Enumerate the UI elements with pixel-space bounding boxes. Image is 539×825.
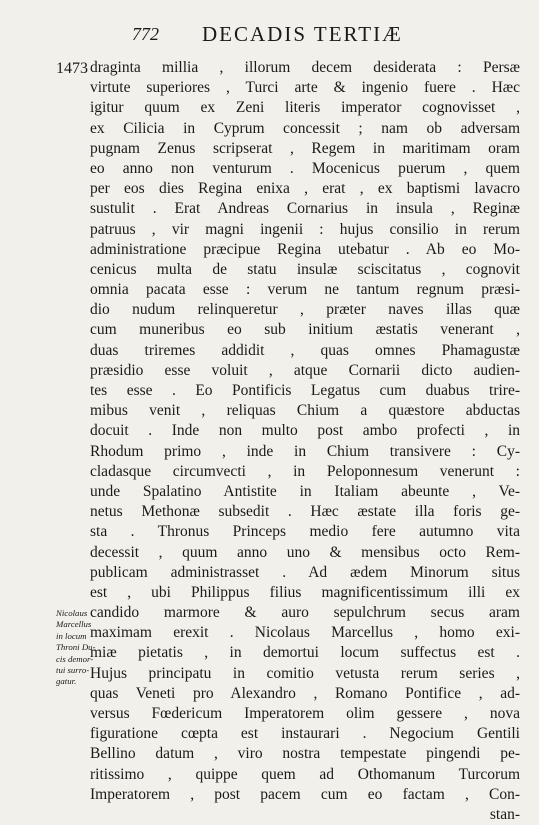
body-line: præsidio esse voluit , atque Cornarii dicto audien-: [90, 361, 520, 379]
body-line: pugnam Zenus scripserat , Regem in maritimam oram: [90, 139, 520, 157]
year-marker: 1473: [56, 60, 88, 77]
body-text: [90, 58, 520, 825]
body-line: ex Cilicia in Cyprum concessit ; nam ob adversam: [90, 119, 520, 137]
margin-note-line: gatur.: [56, 676, 77, 687]
body-line: publicam administrasset . Ad ædem Minorum situs: [90, 563, 520, 581]
body-line: Imperatorem , post pacem cum eo factam , Con-: [90, 785, 520, 803]
margin-note-line: Throni Du-: [56, 642, 96, 653]
margin-note-line: Marcellus: [56, 619, 92, 630]
margin-note-line: tui surro-: [56, 665, 90, 676]
body-line: tes esse . Eo Pontificis Legatus cum duabus trire-: [90, 382, 520, 399]
margin-note-line: Nicolaus: [56, 608, 88, 618]
body-line: decessit , quum anno uno & mensibus octo Rem-: [90, 543, 520, 561]
body-line: maximam erexit . Nicolaus Marcellus , homo exi-: [90, 624, 520, 642]
margin-note-line: cis demor-: [56, 653, 94, 664]
margin-note: [56, 608, 100, 688]
body-line: cladasque circumvecti , in Peloponnesum venerunt :: [90, 462, 520, 480]
body-line: est , ubi Philippus filius magnificentissimum illi ex: [90, 583, 520, 601]
body-line: docuit . Inde non multo post ambo profecti , in: [90, 422, 520, 440]
body-line: ritissimo , quippe quem ad Othomanum Turcorum: [90, 765, 520, 783]
body-line: sta . Thronus Princeps medio fere autumno vita: [90, 523, 520, 541]
body-line: administratione præcipue Regina utebatur . Ab eo Mo-: [90, 240, 520, 258]
page-header: [132, 22, 499, 46]
margin-note-line: in locum: [56, 630, 87, 641]
body-line: patruus , vir magni ingenii : hujus consilio in rerum: [90, 220, 520, 238]
body-line: candido marmore & auro sepulchrum secus aram: [90, 604, 520, 622]
body-line: per eos dies Regina enixa , erat , ex baptismi lavacro: [90, 180, 520, 198]
body-line: cenicus multa de statu insulæ sciscitatus , cognovit: [90, 260, 520, 278]
body-line: quas Veneti pro Alexandro , Romano Pontifice , ad-: [90, 684, 520, 702]
body-line: netus Methonæ subsedit . Hæc æstate illa foris ge-: [90, 503, 520, 521]
body-line: cum muneribus eo sub initium æstatis venerant ,: [90, 321, 520, 339]
body-line: Rhodum primo , inde in Chium transivere : Cy-: [90, 442, 520, 460]
body-line: dio nudum relinqueretur , præter naves illas quæ: [90, 301, 520, 319]
body-line: draginta millia , illorum decem desiderata : Persæ: [90, 59, 520, 76]
body-line: Bellino datum , viro nostra tempestate pingendi pe-: [90, 745, 520, 763]
body-line: duas triremes addidit , quas omnes Phamagustæ: [90, 341, 520, 359]
body-line: stan-: [489, 805, 520, 823]
body-line: omnia pacata esse : verum ne tantum regnum præsi-: [90, 281, 520, 299]
body-line: Hujus principatu in comitio vetusta rerum series ,: [90, 664, 520, 682]
body-line: sustulit . Erat Andreas Cornarius in insula , Reginæ: [90, 200, 520, 218]
body-line: figuratione cœpta est instaurari . Negocium Gentili: [90, 725, 520, 743]
body-line: mibus venit , reliquas Chium a quæstore abductas: [90, 402, 520, 420]
body-line: versus Fœdericum Imperatorem olim gessere , nova: [90, 705, 520, 722]
body-line: igitur quum ex Zeni literis imperator cognovisset ,: [90, 99, 520, 117]
page-number: 772: [132, 24, 159, 44]
running-head: DECADIS TERTIÆ: [202, 22, 403, 46]
body-line: eo anno non venturum . Mocenicus puerum , quem: [90, 159, 520, 177]
body-line: miæ pietatis , in demortui locum suffectus est .: [90, 644, 520, 662]
body-line: virtute superiores , Turci arte & ingenio fuere . Hæc: [90, 79, 520, 97]
body-line: unde Spalatino Antistite in Italiam abeunte , Ve-: [90, 482, 520, 500]
